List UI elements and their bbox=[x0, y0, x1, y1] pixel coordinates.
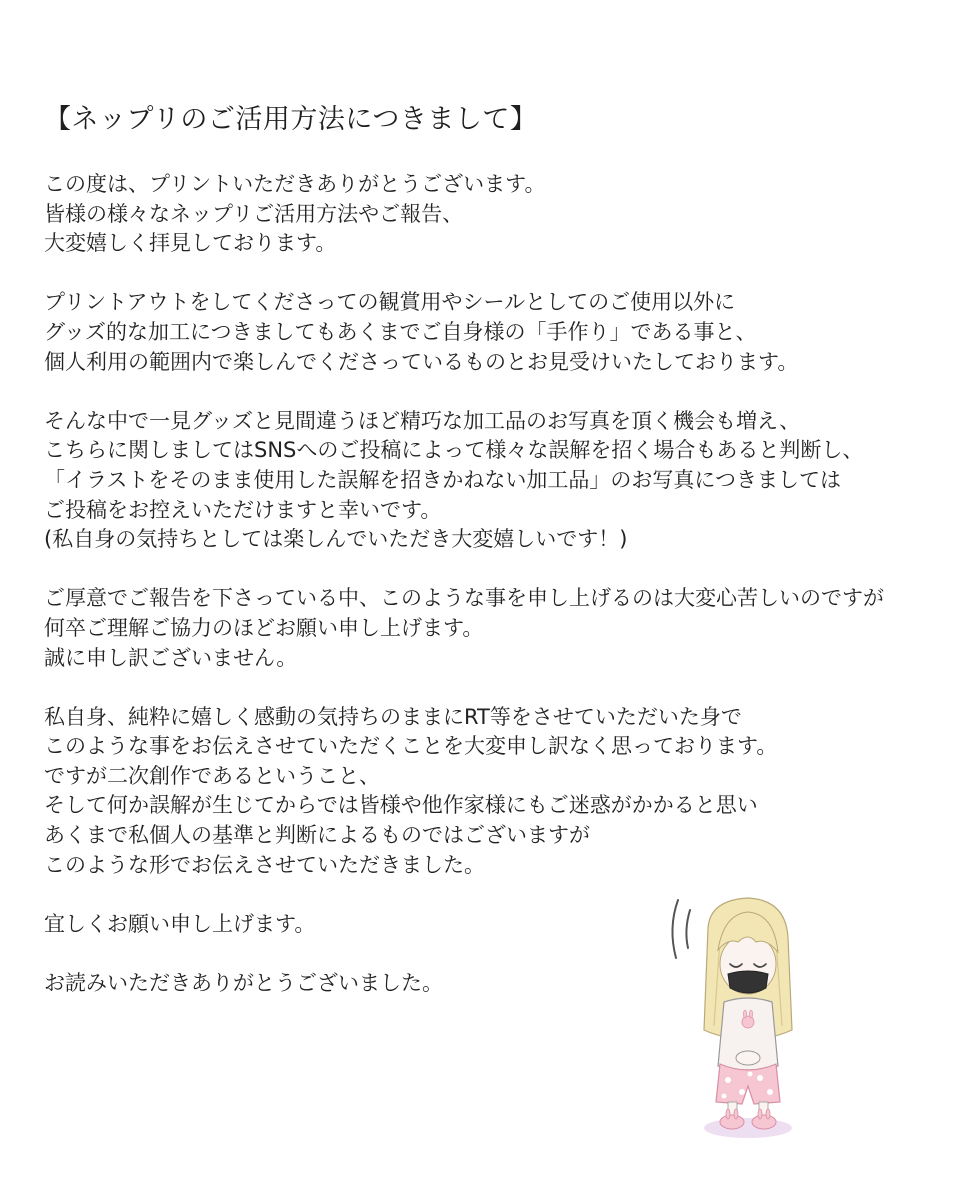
text-line: この度は、プリントいただきありがとうございます。 bbox=[44, 172, 546, 196]
text-line: このような形でお伝えさせていただきました。 bbox=[44, 852, 485, 877]
paragraph-request bbox=[44, 407, 944, 555]
text-line: あくまで私個人の基準と判断によるものではございますが bbox=[44, 823, 590, 848]
text-line: 誠に申し訳ございません。 bbox=[44, 645, 298, 670]
pants bbox=[716, 1064, 780, 1104]
text-line: お読みいただきありがとうございました。 bbox=[44, 971, 443, 996]
slipper-right bbox=[752, 1115, 776, 1129]
text-line: 宜しくお願い申し上げます。 bbox=[44, 911, 316, 936]
text-line: そして何か誤解が生じてからでは皆様や他作家様にもご迷惑がかかると思い bbox=[44, 793, 758, 818]
paragraph-apology bbox=[44, 584, 944, 673]
document-title: 【ネップリのご活用方法につきまして】 bbox=[44, 104, 538, 135]
text-line: グッズ的な加工につきましてもあくまでご自身様の「手作り」である事と、 bbox=[44, 319, 757, 344]
apology-mark-left bbox=[672, 900, 678, 958]
text-line: 大変嬉しく拝見しております。 bbox=[44, 231, 337, 256]
shirt-bunny-print bbox=[742, 1016, 754, 1028]
bowing-girl-icon bbox=[650, 880, 810, 1150]
text-line: 皆様の様々なネップリご活用方法やご報告、 bbox=[44, 201, 464, 226]
text-line: 個人利用の範囲内で楽しんでくださっているものとお見受けいたしております。 bbox=[44, 349, 799, 374]
paragraph-explanation bbox=[44, 703, 944, 881]
text-line: 何卒ご理解ご協力のほどお願い申し上げます。 bbox=[44, 615, 484, 640]
slipper-left bbox=[720, 1115, 744, 1129]
face-mask bbox=[728, 971, 768, 993]
text-line: ですが二次創作であるということ、 bbox=[44, 763, 380, 788]
text-line: 「イラストをそのまま使用した誤解を招きかねない加工品」のお写真につきましては bbox=[44, 467, 841, 492]
text-line: ご投稿をお控えいただけますと幸いです。 bbox=[44, 497, 442, 522]
text-line: (私自身の気持ちとしては楽しんでいただき大変嬉しいです！) bbox=[44, 527, 628, 552]
paragraph-usage bbox=[44, 288, 944, 377]
clasped-hands bbox=[736, 1051, 760, 1065]
apology-mark-right bbox=[686, 910, 690, 948]
text-line: このような事をお伝えさせていただくことを大変申し訳なく思っております。 bbox=[44, 734, 778, 759]
floor-shadow bbox=[704, 1118, 792, 1138]
text-line: プリントアウトをしてくださっての観賞用やシールとしてのご使用以外に bbox=[44, 290, 736, 315]
bowing-girl-illustration bbox=[650, 880, 810, 1150]
text-line: そんな中で一見グッズと見間違うほど精巧な加工品のお写真を頂く機会も増え、 bbox=[44, 408, 801, 433]
text-line: ご厚意でご報告を下さっている中、このような事を申し上げるのは大変心苦しいのですが bbox=[44, 586, 884, 611]
paragraph-thanks bbox=[44, 170, 944, 259]
text-line: 私自身、純粋に嬉しく感動の気持ちのままにRT等をさせていただいた身で bbox=[44, 704, 742, 729]
text-line: こちらに関しましてはSNSへのご投稿によって様々な誤解を招く場合もあると判断し、 bbox=[44, 438, 864, 463]
